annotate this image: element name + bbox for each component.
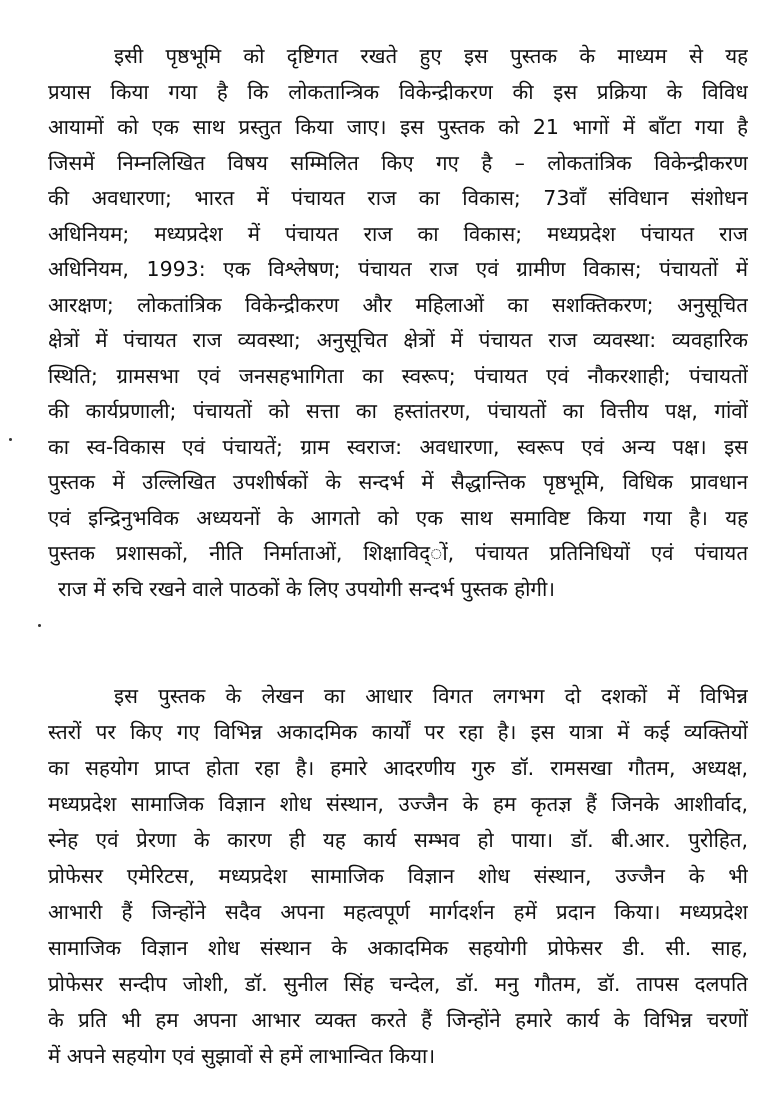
- paragraph-1-line: अधिनियम; मध्यप्रदेश में पंचायत राज का विकास; मध्यप्रदेश पंचायत राज: [48, 221, 748, 246]
- paragraph-1-line: राज में रुचि रखने वाले पाठकों के लिए उपयोगी सन्दर्भ पुस्तक होगी।: [58, 576, 556, 601]
- paragraph-2-line: प्रोफेसर सन्दीप जोशी, डॉ. सुनील सिंह चन्देल, डॉ. मनु गौतम, डॉ. तापस दलपति: [48, 972, 748, 996]
- paragraph-2-line: सामाजिक विज्ञान शोध संस्थान के अकादमिक सहयोगी प्रोफेसर डी. सी. साह,: [48, 936, 748, 960]
- paragraph-2-line: आभारी हैं जिन्होंने सदैव अपना महत्वपूर्ण मार्गदर्शन हमें प्रदान किया। मध्यप्रदेश: [48, 900, 748, 924]
- paragraph-1-line: इसी पृष्ठभूमि को दृष्टिगत रखते हुए इस पुस्तक के माध्यम से यह: [114, 44, 748, 68]
- paragraph-1-line: का स्व-विकास एवं पंचायतें; ग्राम स्वराज: अवधारणा, स्वरूप एवं अन्य पक्ष। इस: [48, 434, 748, 459]
- paragraph-2-line: इस पुस्तक के लेखन का आधार विगत लगभग दो दशकों में विभिन्न: [114, 684, 748, 708]
- paragraph-1: [48, 38, 748, 618]
- paragraph-1-line: आयामों को एक साथ प्रस्तुत किया जाए। इस पुस्तक को 21 भागों में बाँटा गया है: [48, 115, 748, 139]
- paragraph-1-line: पुस्तक में उल्लिखित उपशीर्षकों के सन्दर्भ में सैद्धान्तिक पृष्ठभूमि, विधिक प्रावधान: [48, 470, 748, 494]
- paragraph-1-line: की अवधारणा; भारत में पंचायत राज का विकास; 73वाँ संविधान संशोधन: [48, 186, 748, 210]
- paragraph-1-line: क्षेत्रों में पंचायत राज व्यवस्था; अनुसूचित क्षेत्रों में पंचायत राज व्यवस्था: व्यवहारिक: [48, 328, 748, 352]
- paragraph-2: [48, 678, 748, 1078]
- paragraph-2-line: में अपने सहयोग एवं सुझावों से हमें लाभान्वित किया।: [48, 1044, 436, 1068]
- paragraph-1-line: आरक्षण; लोकतांत्रिक विकेन्द्रीकरण और महिलाओं का सशक्तिकरण; अनुसूचित: [48, 292, 748, 317]
- paragraph-1-line: जिसमें निम्नलिखित विषय सम्मिलित किए गए है – लोकतांत्रिक विकेन्द्रीकरण: [48, 150, 748, 175]
- paragraph-2-line: स्तरों पर किए गए विभिन्न अकादमिक कार्यों पर रहा है। इस यात्रा में कई व्यक्तियों: [48, 720, 748, 744]
- paragraph-2-line: का सहयोग प्राप्त होता रहा है। हमारे आदरणीय गुरु डॉ. रामसखा गौतम, अध्यक्ष,: [48, 756, 748, 780]
- paragraph-1-line: पुस्तक प्रशासकों, नीति निर्माताओं, शिक्षाविद्ों, पंचायत प्रतिनिधियों एवं पंचायत: [48, 541, 748, 565]
- paragraph-1-line: एवं इन्द्रिनुभविक अध्ययनों के आगतो को एक साथ समाविष्ट किया गया है। यह: [48, 505, 748, 530]
- scan-speck: [38, 624, 41, 627]
- paragraph-2-line: के प्रति भी हम अपना आभार व्यक्त करते हैं जिन्होंने हमारे कार्य के विभिन्न चरणों: [48, 1008, 748, 1032]
- paragraph-2-line: मध्यप्रदेश सामाजिक विज्ञान शोध संस्थान, उज्जैन के हम कृतज्ञ हैं जिनके आशीर्वाद,: [48, 792, 748, 816]
- scan-speck: [9, 438, 12, 441]
- paragraph-1-line: स्थिति; ग्रामसभा एवं जनसहभागिता का स्वरूप; पंचायत एवं नौकरशाही; पंचायतों: [48, 363, 748, 388]
- paragraph-1-line: प्रयास किया गया है कि लोकतान्त्रिक विकेन्द्रीकरण की इस प्रक्रिया के विविध: [48, 79, 748, 104]
- paragraph-1-line: की कार्यप्रणाली; पंचायतों को सत्ता का हस्तांतरण, पंचायतों का वित्तीय पक्ष, गांवों: [48, 399, 748, 423]
- paragraph-1-line: अधिनियम, 1993: एक विश्लेषण; पंचायत राज एवं ग्रामीण विकास; पंचायतों में: [48, 257, 748, 281]
- paragraph-2-line: स्नेह एवं प्रेरणा के कारण ही यह कार्य सम्भव हो पाया। डॉ. बी.आर. पुरोहित,: [48, 828, 748, 852]
- paragraph-2-line: प्रोफेसर एमेरिटस, मध्यप्रदेश सामाजिक विज्ञान शोध संस्थान, उज्जैन के भी: [48, 864, 748, 888]
